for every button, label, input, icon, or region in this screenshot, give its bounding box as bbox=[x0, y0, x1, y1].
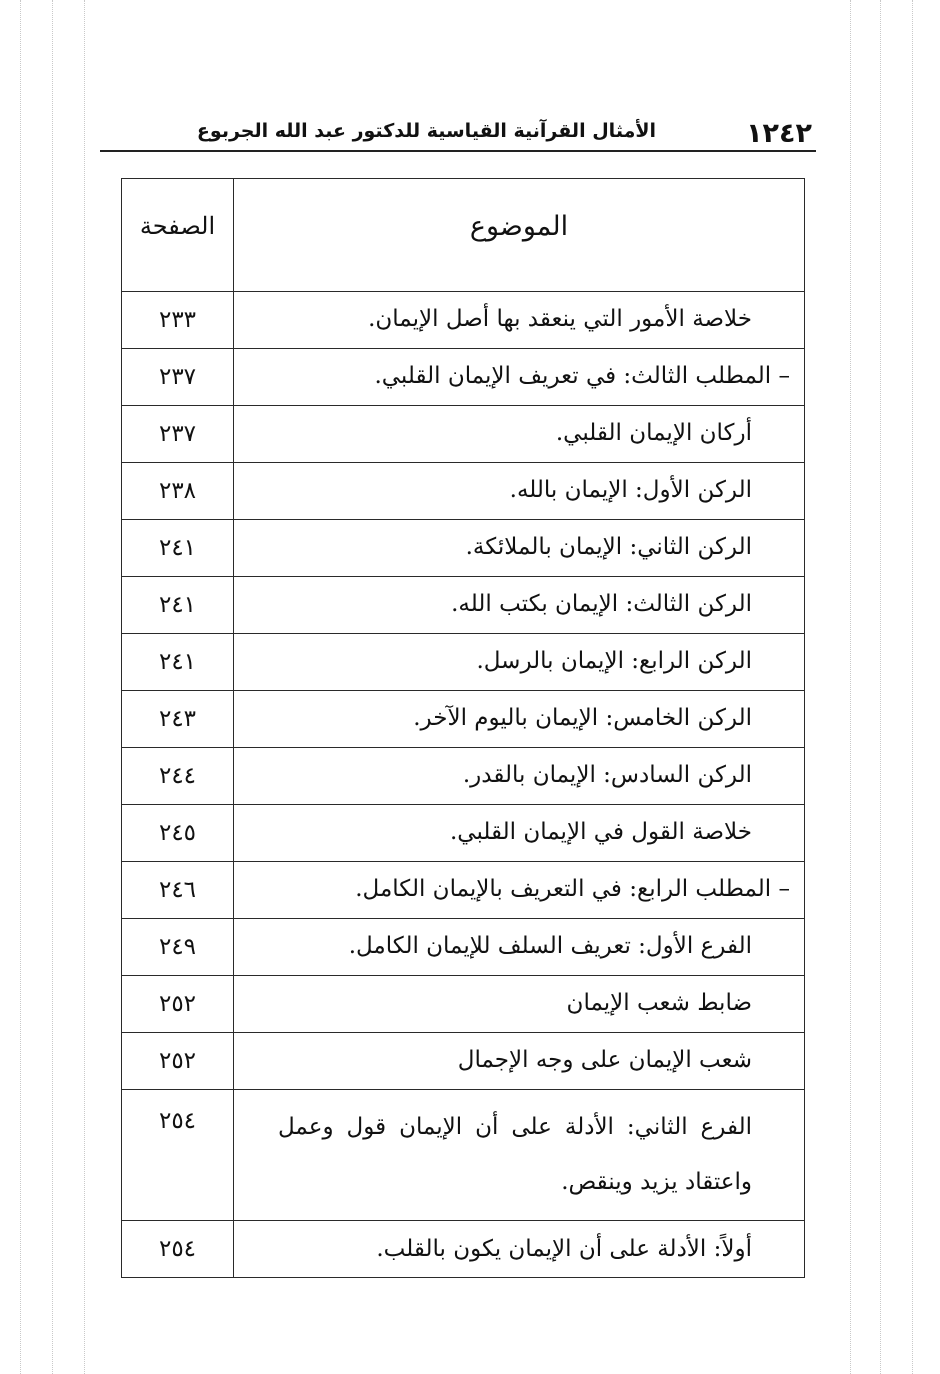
entry-subject: ضابط شعب الإيمان bbox=[234, 976, 805, 1033]
entry-page: ٢٤١ bbox=[122, 634, 234, 691]
entry-subject: أولاً: الأدلة على أن الإيمان يكون بالقلب. bbox=[234, 1221, 805, 1278]
table-row bbox=[122, 1090, 805, 1221]
entry-page: ٢٤٣ bbox=[122, 691, 234, 748]
table-row bbox=[122, 577, 805, 634]
scan-guide-line bbox=[20, 0, 21, 1374]
entry-subject: الركن السادس: الإيمان بالقدر. bbox=[234, 748, 805, 805]
entry-subject: الركن الرابع: الإيمان بالرسل. bbox=[234, 634, 805, 691]
table-row bbox=[122, 748, 805, 805]
running-title: الأمثال القرآنية القياسية للدكتور عبد الله الجربوع bbox=[196, 120, 656, 142]
entry-subject: شعب الإيمان على وجه الإجمال bbox=[234, 1033, 805, 1090]
entry-page: ٢٤١ bbox=[122, 520, 234, 577]
entry-page: ٢٥٤ bbox=[122, 1221, 234, 1278]
page-column-header: الصفحة bbox=[122, 179, 234, 292]
table-header-row bbox=[122, 179, 805, 292]
entry-subject: – المطلب الرابع: في التعريف بالإيمان الكامل. bbox=[234, 862, 805, 919]
table-row bbox=[122, 1033, 805, 1090]
table-row bbox=[122, 292, 805, 349]
entry-page: ٢٤٤ bbox=[122, 748, 234, 805]
entry-page: ٢٥٢ bbox=[122, 1033, 234, 1090]
table-row bbox=[122, 691, 805, 748]
entry-page: ٢٣٣ bbox=[122, 292, 234, 349]
entry-page: ٢٣٧ bbox=[122, 349, 234, 406]
entry-page: ٢٤٥ bbox=[122, 805, 234, 862]
page-number: ١٢٤٢ bbox=[746, 118, 812, 149]
entry-page: ٢٥٢ bbox=[122, 976, 234, 1033]
entry-subject: الركن الثالث: الإيمان بكتب الله. bbox=[234, 577, 805, 634]
entry-subject: أركان الإيمان القلبي. bbox=[234, 406, 805, 463]
table-row bbox=[122, 634, 805, 691]
table-row bbox=[122, 805, 805, 862]
entry-subject: الركن الثاني: الإيمان بالملائكة. bbox=[234, 520, 805, 577]
table-row bbox=[122, 520, 805, 577]
entry-page: ٢٣٨ bbox=[122, 463, 234, 520]
entry-subject: الركن الخامس: الإيمان باليوم الآخر. bbox=[234, 691, 805, 748]
entry-page: ٢٤١ bbox=[122, 577, 234, 634]
table-row bbox=[122, 349, 805, 406]
header-rule bbox=[100, 150, 816, 152]
table-row bbox=[122, 406, 805, 463]
scan-guide-line bbox=[84, 0, 85, 1374]
table-of-contents bbox=[121, 178, 805, 1278]
entry-subject: خلاصة الأمور التي ينعقد بها أصل الإيمان. bbox=[234, 292, 805, 349]
table-row bbox=[122, 976, 805, 1033]
scan-guide-line bbox=[912, 0, 913, 1374]
entry-subject: – المطلب الثالث: في تعريف الإيمان القلبي. bbox=[234, 349, 805, 406]
entry-subject: الفرع الأول: تعريف السلف للإيمان الكامل. bbox=[234, 919, 805, 976]
table-row bbox=[122, 919, 805, 976]
entry-page: ٢٤٩ bbox=[122, 919, 234, 976]
entry-subject: الركن الأول: الإيمان بالله. bbox=[234, 463, 805, 520]
entry-page: ٢٤٦ bbox=[122, 862, 234, 919]
entry-subject: الفرع الثاني: الأدلة على أن الإيمان قول وعمل واعتقاد يزيد وينقص. bbox=[234, 1090, 805, 1221]
table-row bbox=[122, 1221, 805, 1278]
table-row bbox=[122, 463, 805, 520]
scan-guide-line bbox=[850, 0, 851, 1374]
entry-page: ٢٥٤ bbox=[122, 1090, 234, 1221]
entry-page: ٢٣٧ bbox=[122, 406, 234, 463]
table-row bbox=[122, 862, 805, 919]
scan-guide-line bbox=[52, 0, 53, 1374]
scan-guide-line bbox=[880, 0, 881, 1374]
entry-subject: خلاصة القول في الإيمان القلبي. bbox=[234, 805, 805, 862]
subject-column-header: الموضوع bbox=[234, 179, 805, 292]
page-header bbox=[100, 112, 816, 152]
